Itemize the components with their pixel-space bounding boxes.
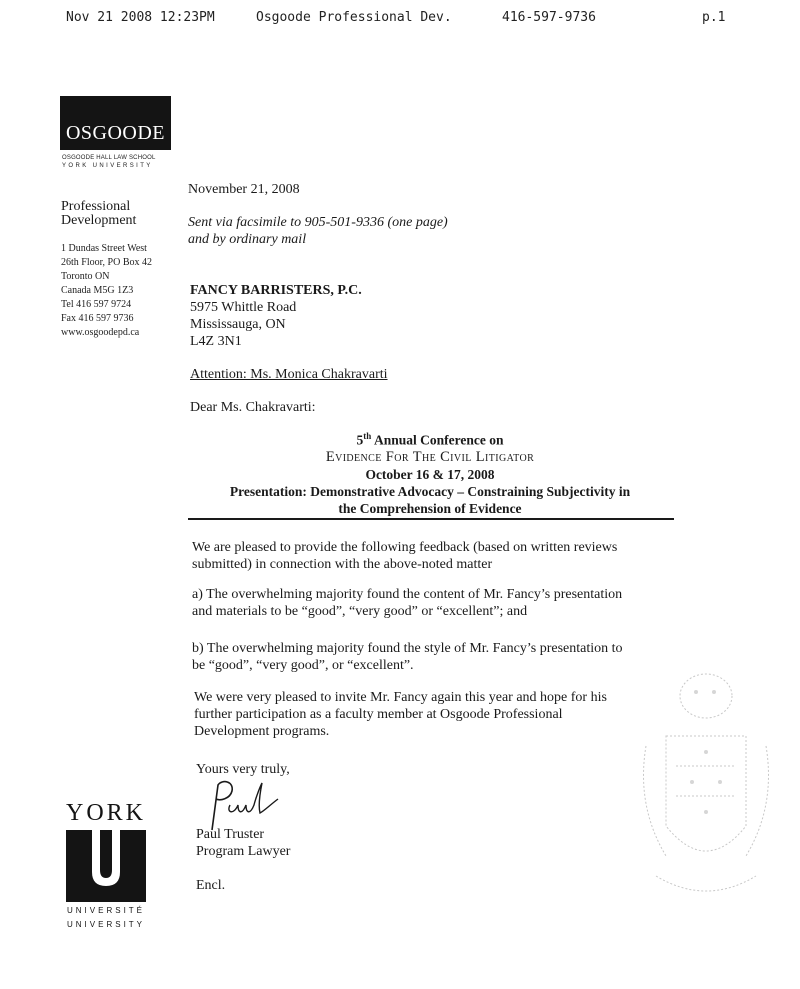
- enclosure: Encl.: [196, 878, 226, 893]
- presentation-title: Presentation: Demonstrative Advocacy – Constraining Subjectivity in: [229, 483, 631, 499]
- recipient-name: FANCY BARRISTERS, P.C.: [190, 283, 362, 298]
- conference-ordinal-suffix: th: [363, 431, 372, 441]
- crest-seal-graphic: [626, 656, 776, 916]
- york-logo-word: YORK: [66, 800, 147, 826]
- address-website: www.osgoodepd.ca: [61, 327, 140, 338]
- york-u-logo: [66, 830, 146, 902]
- address-line: 26th Floor, PO Box 42: [61, 257, 153, 268]
- item-a-line2: and materials to be “good”, “very good” or “excellent”; and: [192, 604, 528, 619]
- para2-line2: further participation as a faculty member at Osgoode Professional: [194, 707, 563, 722]
- address-block: [61, 242, 181, 340]
- address-line: Toronto ON: [61, 271, 110, 282]
- conference-dates: October 16 & 17, 2008: [365, 466, 495, 482]
- recipient-street: 5975 Whittle Road: [190, 300, 297, 315]
- address-fax: Fax 416 597 9736: [61, 313, 134, 324]
- item-b-line2: be “good”, “very good”, or “excellent”.: [192, 658, 414, 673]
- heading-rule: [188, 518, 674, 520]
- presentation-title-cont: the Comprehension of Evidence: [338, 500, 522, 516]
- conference-line-1-rest: Annual Conference on: [371, 432, 504, 448]
- conference-ordinal: 5: [356, 432, 364, 448]
- york-logo-french: UNIVERSITÉ: [67, 906, 146, 915]
- address-line: 1 Dundas Street West: [61, 243, 147, 254]
- salutation: Dear Ms. Chakravarti:: [190, 400, 316, 415]
- fax-page: p.1: [702, 10, 726, 25]
- logo-text: OSGOODE: [65, 122, 166, 144]
- conference-heading: [180, 428, 680, 517]
- letter-date: November 21, 2008: [188, 182, 300, 197]
- fax-datetime: Nov 21 2008 12:23PM: [66, 10, 215, 25]
- signer-title: Program Lawyer: [196, 844, 291, 859]
- conference-title: Evidence For The Civil Litigator: [325, 448, 535, 465]
- recipient-city: Mississauga, ON: [190, 317, 286, 332]
- para2-line1: We were very pleased to invite Mr. Fancy again this year and hope for his: [194, 690, 607, 705]
- item-a-line1: a) The overwhelming majority found the content of Mr. Fancy’s presentation: [192, 587, 623, 602]
- delivery-line-2: and by ordinary mail: [188, 232, 307, 247]
- para1-line1: We are pleased to provide the following feedback (based on written reviews: [192, 540, 618, 555]
- fax-header: [66, 10, 746, 30]
- recipient-postal: L4Z 3N1: [190, 334, 242, 349]
- closing: Yours very truly,: [196, 762, 290, 777]
- logo-subtitle-school: OSGOODE HALL LAW SCHOOL: [62, 155, 156, 161]
- address-line: Canada M5G 1Z3: [61, 285, 134, 296]
- department-title: Professional Development: [61, 199, 137, 228]
- conference-line-1: [180, 428, 680, 449]
- york-logo-english: UNIVERSITY: [67, 920, 146, 929]
- fax-sender: Osgoode Professional Dev.: [256, 10, 452, 25]
- attention-line: Attention: Ms. Monica Chakravarti: [190, 367, 388, 382]
- address-phone: Tel 416 597 9724: [61, 299, 132, 310]
- item-b-line1: b) The overwhelming majority found the style of Mr. Fancy’s presentation to: [192, 641, 623, 656]
- osgoode-logo: [60, 96, 171, 150]
- delivery-line-1: Sent via facsimile to 905-501-9336 (one page): [188, 215, 448, 230]
- fax-phone: 416-597-9736: [502, 10, 596, 25]
- para2-line3: Development programs.: [194, 724, 330, 739]
- signer-name: Paul Truster: [196, 827, 265, 842]
- logo-subtitle-university: YORK UNIVERSITY: [62, 163, 153, 169]
- para1-line2: submitted) in connection with the above-noted matter: [192, 557, 493, 572]
